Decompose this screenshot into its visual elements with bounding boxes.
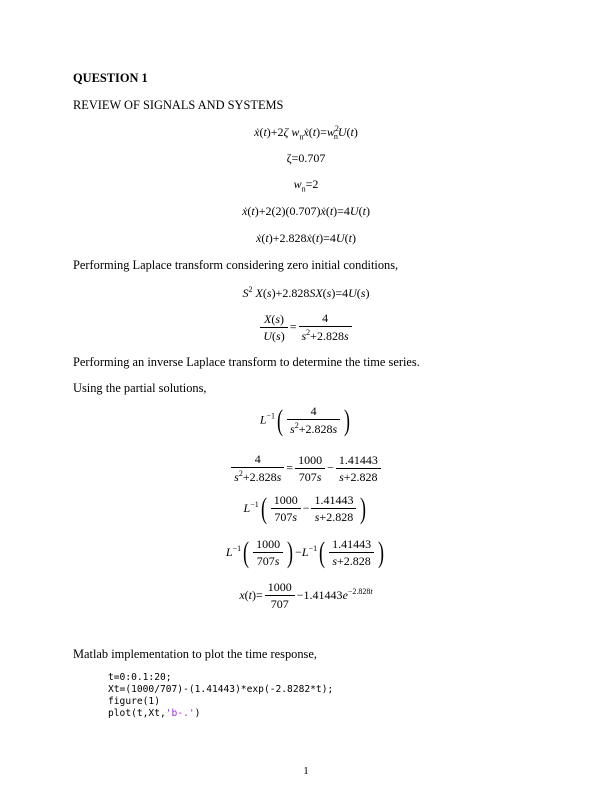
- equation-time-response: x(t)= $\frac{1000}{707}$ $-1.41443e^{-2.828t}$: [239, 580, 373, 611]
- equation-wn: $w_n=2$: [293, 177, 319, 194]
- partial-intro-text: Using the partial solutions,: [73, 381, 207, 395]
- matlab-code-block: [108, 672, 333, 720]
- question-title: QUESTION 1: [73, 71, 148, 85]
- equation-inverse-separate: $L^{-1}$( $\frac{1000}{707s}$ ) $-L^{-1}$( $\frac{1.41443}{s+2.828}$ ): [225, 536, 385, 569]
- code-line-2: Xt=(1000/707)-(1.41443)*exp(-2.8282*t);: [108, 684, 334, 695]
- matlab-intro-text: Matlab implementation to plot the time response,: [73, 647, 317, 661]
- code-line-4: plot(t,Xt,'b-.'): [108, 708, 201, 719]
- equation-substituted-1: ẋ(t)+2(2)(0.707)ẋ(t)=4U(t): [242, 204, 370, 218]
- equation-differential: ẋ(t)+2ζ $w_nẋ(t)=w^2_nU(t)$: [254, 124, 358, 142]
- equation-laplace: $S^2$ X(s)+2.828SX(s)=4U(s): [242, 285, 370, 300]
- equation-inverse-split: $L^{-1}$( $\frac{1000}{707s}$ − $\frac{1.41443}{s+2.828}$ ): [243, 492, 367, 525]
- equation-substituted-2: ẋ(t)+2.828ẋ(t)=4U(t): [256, 231, 356, 245]
- section-title: REVIEW OF SIGNALS AND SYSTEMS: [73, 98, 284, 112]
- inverse-intro-text: Performing an inverse Laplace transform to determine the time series.: [73, 355, 420, 369]
- code-line-3: figure(1): [108, 696, 160, 707]
- equation-zeta: ζ=0.707: [286, 151, 326, 165]
- equation-transfer-function: $\frac{X(s)}{U(s)}$ = $\frac{4}{s^2+2.828s}$: [0, 311, 612, 344]
- page-number: 1: [303, 765, 309, 777]
- equation-inverse-laplace: $L^{-1}$( $\frac{4}{s^2+2.828s}$ ): [259, 403, 351, 437]
- laplace-intro-text: Performing Laplace transform considering zero initial conditions,: [73, 258, 399, 272]
- equation-partial-fraction: $\frac{4}{s^2+2.828s}$ = $\frac{1000}{707s}$ − $\frac{1.41443}{s+2.828}$: [0, 452, 612, 485]
- code-line-1: t=0:0.1:20;: [108, 672, 172, 683]
